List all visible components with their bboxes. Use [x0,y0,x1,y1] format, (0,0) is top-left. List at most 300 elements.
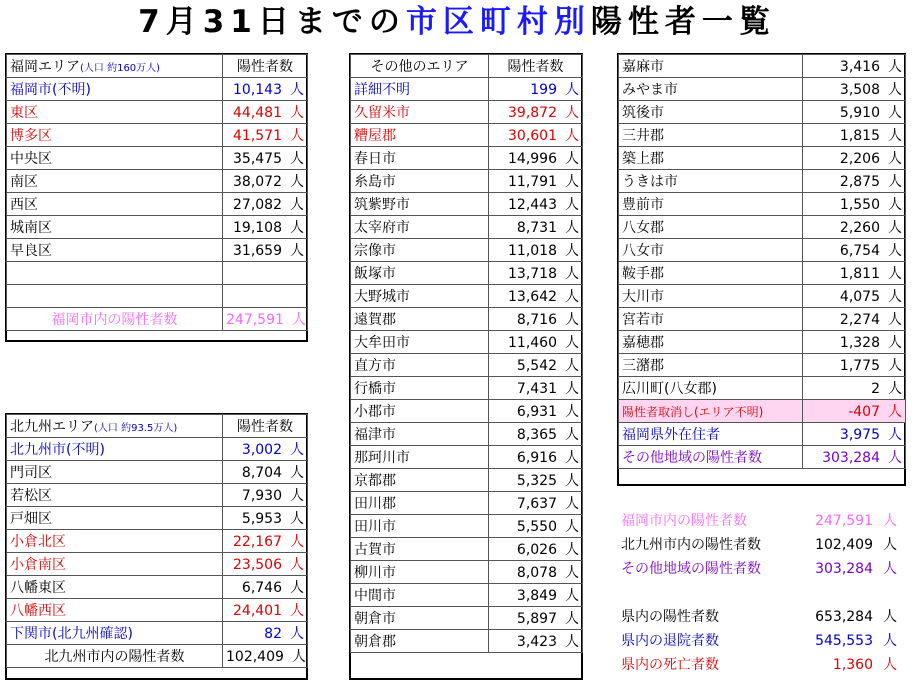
count-value: 10,143 [233,82,282,98]
area-name: 陽性者取消し(エリア不明) [622,404,764,419]
count-value: 14,996 [508,151,557,167]
table-row [351,285,583,308]
population-note: (人口 約93.5万人) [94,423,178,434]
area-name-cell [7,622,223,645]
area-name: みやま市 [622,82,678,98]
table-row [351,170,583,193]
count-value: 5,897 [516,611,557,627]
count-value: -407 [848,404,880,420]
count-value: 6,916 [516,450,557,466]
unit-label: 人 [290,626,304,642]
count-cell [803,446,906,469]
summary-row [619,582,903,604]
area-name-cell [351,285,489,308]
unit-label: 人 [565,151,579,167]
count-cell [489,515,583,538]
population-note: (人口 約160万人) [80,63,161,74]
count-cell [803,239,906,262]
area-name: 福岡市(不明) [10,82,91,98]
table-row [351,446,583,469]
total-row [7,308,308,331]
count-cell [489,216,583,239]
unit-label: 人 [565,473,579,489]
table-row [351,492,583,515]
area-name-cell [351,262,489,285]
summary-value: 653,284 [815,609,873,625]
area-name-cell [351,239,489,262]
count-value: 7,930 [241,488,282,504]
area-name: 嘉麻市 [622,59,664,75]
count-cell [489,354,583,377]
area-name-cell [351,446,489,469]
area-name-cell [351,515,489,538]
count-value: 1,815 [839,128,880,144]
count-cell [803,423,906,446]
count-cell [489,308,583,331]
area-name: 三井郡 [622,128,664,144]
count-cell [803,308,906,331]
table-row [619,400,906,423]
table-row [7,216,308,239]
count-cell [223,124,308,147]
unit-label: 人 [888,381,902,397]
count-value: 5,325 [516,473,557,489]
total-value: 247,591 [226,312,284,328]
area-name: 八女市 [622,243,664,259]
count-cell [489,101,583,124]
area-name: 三潴郡 [622,358,664,374]
unit-label: 人 [565,427,579,443]
unit-label: 人 [888,59,902,75]
empty-row [7,262,308,285]
unit-label: 人 [888,220,902,236]
count-cell [489,469,583,492]
unit-label: 人 [888,174,902,190]
other-area-table [350,54,583,653]
count-value: 6,754 [839,243,880,259]
table-row [619,55,906,78]
unit-label: 人 [565,289,579,305]
count-value: 5,953 [241,511,282,527]
count-cell [489,331,583,354]
summary-value: 1,360 [832,657,873,673]
table-header-row [7,55,308,78]
area-name: 古賀市 [354,542,396,558]
table-row [351,377,583,400]
area-name-cell [619,147,803,170]
area-name-cell [7,438,223,461]
area-name-cell [351,423,489,446]
count-value: 2,260 [839,220,880,236]
count-cell [803,377,906,400]
unit-label: 人 [888,151,902,167]
table-row [7,622,308,645]
area-name: 八幡東区 [10,580,66,596]
area-name: 戸畑区 [10,511,52,527]
unit-label: 人 [290,220,304,236]
unit-label: 人 [565,588,579,604]
unit-label: 人 [883,513,897,529]
unit-label: 人 [291,649,306,665]
count-value: 5,542 [516,358,557,374]
count-cell [803,354,906,377]
area-name: 柳川市 [354,565,396,581]
table-row [351,331,583,354]
table-row [7,170,308,193]
area-name: 飯塚市 [354,266,396,282]
table-row [619,446,906,469]
area-name: 糸島市 [354,174,396,190]
count-header-label: 陽性者数 [237,419,293,435]
count-cell [223,484,308,507]
area-name-cell [619,216,803,239]
count-value: 39,872 [508,105,557,121]
area-name: 直方市 [354,358,396,374]
table-row [351,584,583,607]
count-cell [223,193,308,216]
count-value: 199 [530,82,557,98]
area-header [7,55,223,78]
table-row [619,216,906,239]
area-header [7,415,223,438]
count-cell [223,553,308,576]
area-name: 中央区 [10,151,52,167]
count-cell [489,538,583,561]
table-row [351,469,583,492]
count-cell [223,622,308,645]
unit-label: 人 [290,488,304,504]
area-name-cell [7,507,223,530]
area-name-cell [619,331,803,354]
table-row [351,308,583,331]
count-cell [489,170,583,193]
table-row [351,423,583,446]
unit-label: 人 [565,197,579,213]
count-value: 82 [264,626,282,642]
unit-label: 人 [565,220,579,236]
count-cell [489,262,583,285]
count-cell [223,170,308,193]
count-value: 8,731 [516,220,557,236]
area-name: 春日市 [354,151,396,167]
area-name: 北九州市(不明) [10,442,105,458]
count-cell [223,78,308,101]
unit-label: 人 [565,335,579,351]
count-value: 8,704 [241,465,282,481]
unit-label: 人 [888,243,902,259]
summary-label: 北九州市内の陽性者数 [621,537,761,553]
page-title [0,0,914,46]
count-cell [223,438,308,461]
unit-label: 人 [565,404,579,420]
area-name-cell [351,170,489,193]
table-row [351,216,583,239]
count-cell [489,630,583,653]
count-header-label: 陽性者数 [507,59,564,75]
table-row [351,354,583,377]
unit-label: 人 [883,561,897,577]
table-row [619,308,906,331]
count-header [223,55,308,78]
total-label-cell [7,645,223,668]
area-header-label: その他のエリア [370,59,469,75]
table-row [351,561,583,584]
count-cell [223,507,308,530]
area-name-cell [7,553,223,576]
count-cell [223,239,308,262]
table-row [619,239,906,262]
table-row [619,124,906,147]
count-cell [489,400,583,423]
count-cell [489,78,583,101]
area-name: 大川市 [622,289,664,305]
count-cell [803,147,906,170]
table-row [7,438,308,461]
area-name-cell [619,78,803,101]
count-cell [489,377,583,400]
table-row [7,599,308,622]
area-name-cell [7,124,223,147]
unit-label: 人 [565,266,579,282]
total-value-cell [223,308,308,331]
count-value: 31,659 [233,243,282,259]
total-label-cell [7,308,223,331]
area-name-cell [351,216,489,239]
unit-label: 人 [565,634,579,650]
count-cell [489,584,583,607]
area-name: 福津市 [354,427,396,443]
count-value: 35,475 [233,151,282,167]
count-cell [223,461,308,484]
area-name: 大牟田市 [354,335,410,351]
count-value: 11,460 [508,335,557,351]
count-value: 1,328 [839,335,880,351]
count-value: 12,443 [508,197,557,213]
empty-cell [7,285,223,308]
unit-label: 人 [290,128,304,144]
unit-label: 人 [565,243,579,259]
area-name: 中間市 [354,588,396,604]
area-name-cell [351,124,489,147]
area-name: 若松区 [10,488,52,504]
fukuoka-table [6,54,308,331]
unit-label: 人 [565,358,579,374]
area-name-cell [7,599,223,622]
summary-label: 県内の死亡者数 [621,657,719,673]
table-row [351,101,583,124]
area-name-cell [619,377,803,400]
count-cell [803,124,906,147]
unit-label: 人 [565,312,579,328]
table-row [7,461,308,484]
area-name-cell [351,101,489,124]
count-value: 6,746 [241,580,282,596]
unit-label: 人 [565,611,579,627]
table-row [351,239,583,262]
total-label: 北九州市内の陽性者数 [44,649,185,665]
count-value: 6,931 [516,404,557,420]
total-row [7,645,308,668]
count-value: 23,506 [233,557,282,573]
count-cell [489,423,583,446]
unit-label: 人 [883,609,897,625]
area-name: 田川郡 [354,496,396,512]
count-value: 30,601 [508,128,557,144]
area-name-cell [619,124,803,147]
area-name: 嘉穂郡 [622,335,664,351]
count-value: 1,775 [839,358,880,374]
area-name-cell [351,78,489,101]
count-value: 7,431 [516,381,557,397]
area-name-cell [619,193,803,216]
area-name: うきは市 [622,174,678,190]
area-name-cell [351,469,489,492]
count-cell [223,216,308,239]
unit-label: 人 [888,105,902,121]
area-name-cell [619,400,803,423]
table-row [619,170,906,193]
count-value: 27,082 [233,197,282,213]
count-value: 41,571 [233,128,282,144]
table-row [619,262,906,285]
count-value: 7,637 [516,496,557,512]
area-name-cell [351,561,489,584]
count-value: 19,108 [233,220,282,236]
count-cell [489,492,583,515]
count-cell [489,193,583,216]
unit-label: 人 [888,427,902,443]
count-cell [489,285,583,308]
count-value: 13,642 [508,289,557,305]
area-name: 宮若市 [622,312,664,328]
unit-label: 人 [888,450,902,466]
unit-label: 人 [565,542,579,558]
summary-row [619,510,903,532]
area-name: 福岡県外在住者 [622,427,720,443]
unit-label: 人 [565,496,579,512]
total-value-cell [223,645,308,668]
unit-label: 人 [290,534,304,550]
area-name-cell [7,101,223,124]
area-name-cell [7,147,223,170]
empty-cell [223,262,308,285]
area-name: 那珂川市 [354,450,410,466]
area-name: 広川町(八女郡) [622,381,717,397]
area-name: 南区 [10,174,38,190]
empty-row [7,285,308,308]
area-name-cell [619,446,803,469]
area-name-cell [351,377,489,400]
count-cell [803,216,906,239]
area-header [351,55,489,78]
count-value: 8,365 [516,427,557,443]
summary-value: 247,591 [815,513,873,529]
count-value: 303,284 [822,450,880,466]
area-name-cell [351,492,489,515]
unit-label: 人 [290,174,304,190]
table-row [619,193,906,216]
table-row [619,423,906,446]
table-row [7,553,308,576]
unit-label: 人 [565,565,579,581]
table-row [351,193,583,216]
table-row [351,630,583,653]
count-value: 2,875 [839,174,880,190]
summary-row [619,558,903,580]
unit-label: 人 [290,105,304,121]
table-row [351,78,583,101]
area-name-cell [7,239,223,262]
unit-label: 人 [565,381,579,397]
area-name: 小郡市 [354,404,396,420]
area-name-cell [619,354,803,377]
count-value: 24,401 [233,603,282,619]
table-row [351,147,583,170]
unit-label: 人 [290,465,304,481]
empty-cell [7,262,223,285]
count-value: 3,849 [516,588,557,604]
table-row [351,607,583,630]
area-name-cell [7,216,223,239]
area-name-cell [619,285,803,308]
area-name: 詳細不明 [354,82,410,98]
table-row [7,239,308,262]
area-name-cell [619,308,803,331]
unit-label: 人 [565,450,579,466]
area-name-cell [619,101,803,124]
unit-label: 人 [888,312,902,328]
area-name: 西区 [10,197,38,213]
area-name: 城南区 [10,220,52,236]
kitakyushu-table [6,414,308,668]
count-value: 13,718 [508,266,557,282]
count-cell [803,101,906,124]
count-cell [489,607,583,630]
area-name: 博多区 [10,128,52,144]
table-row [351,262,583,285]
unit-label: 人 [888,197,902,213]
unit-label: 人 [290,580,304,596]
table-row [7,78,308,101]
unit-label: 人 [888,266,902,282]
table-row [351,124,583,147]
area-header-label: 北九州エリア [10,419,94,435]
count-value: 2 [871,381,880,397]
area-name-cell [351,308,489,331]
area-name-cell [7,461,223,484]
area-name-cell [619,55,803,78]
summary-value: 102,409 [815,537,873,553]
count-header [489,55,583,78]
area-name-cell [351,331,489,354]
area-name: 糟屋郡 [354,128,396,144]
count-value: 3,975 [839,427,880,443]
summary-value: 545,553 [815,633,873,649]
area-name: 東区 [10,105,38,121]
summary-label: その他地域の陽性者数 [621,561,761,577]
count-header-label: 陽性者数 [237,59,293,75]
unit-label: 人 [565,519,579,535]
table-row [7,101,308,124]
count-value: 44,481 [233,105,282,121]
unit-label: 人 [883,537,897,553]
area-name: 遠賀郡 [354,312,396,328]
table-row [351,400,583,423]
area-name: 行橋市 [354,381,396,397]
table-row [7,193,308,216]
table-header-row [7,415,308,438]
count-cell [489,239,583,262]
